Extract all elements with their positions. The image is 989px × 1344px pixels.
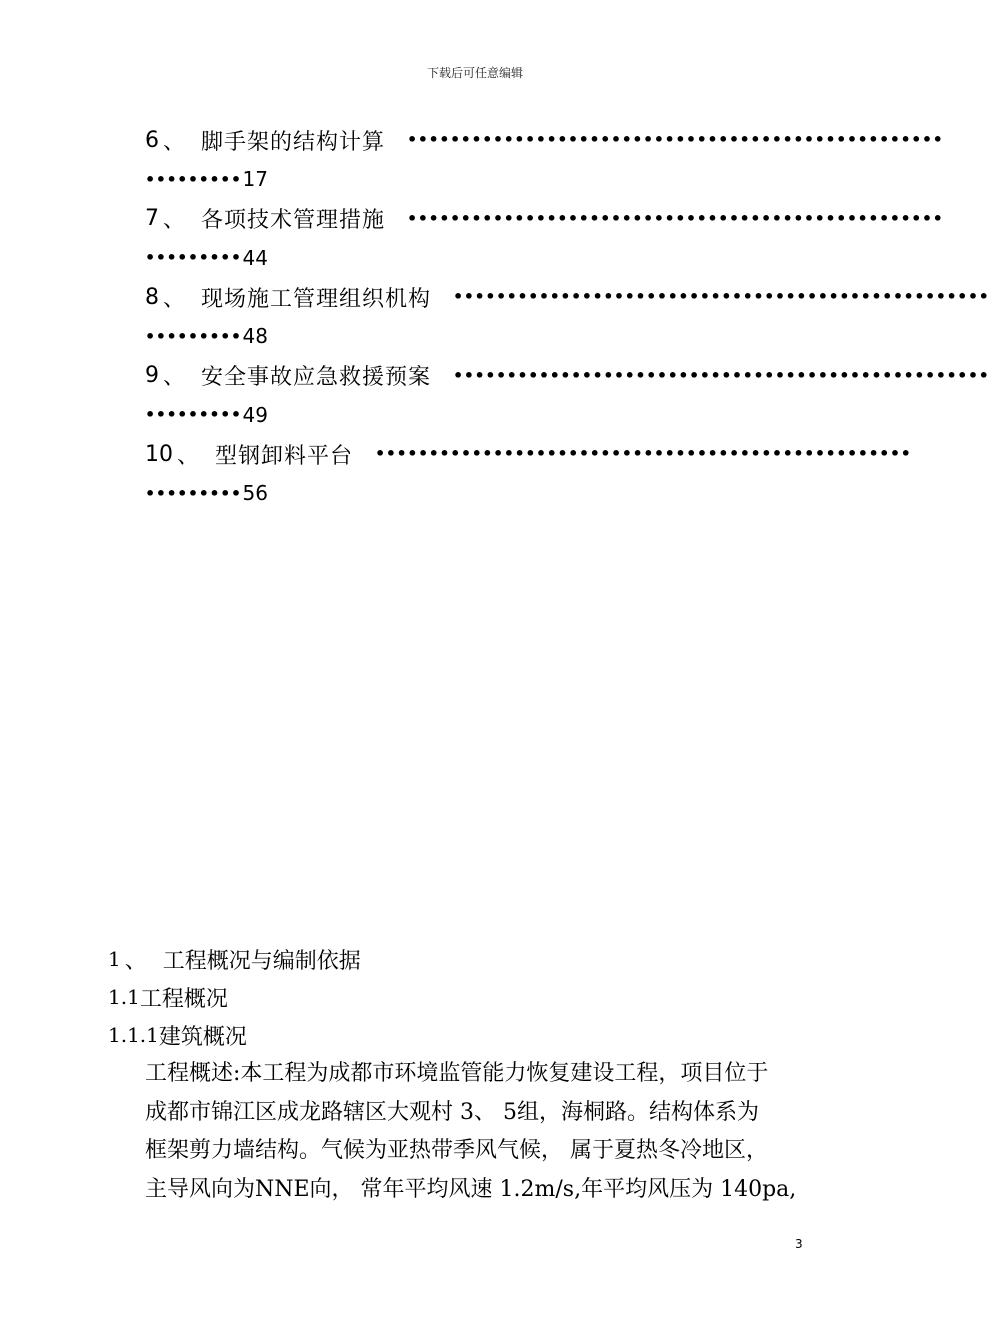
toc-entry-title: 型钢卸料平台 xyxy=(215,443,354,469)
toc-dot-leader: •••••••••••••••••••••••••••••••••••••••••••••••••• xyxy=(453,287,989,306)
page-number: 3 xyxy=(795,1237,803,1251)
toc-entry-page: 17 xyxy=(242,167,268,191)
section-heading-1-1-1 xyxy=(108,1016,808,1054)
toc-entry-title: 各项技术管理措施 xyxy=(201,208,386,233)
toc-entry[interactable] xyxy=(145,434,912,513)
section-separator: 、 xyxy=(124,948,147,974)
toc-dot-leader: •••••••••••••••••••••••••••••••••••••••••••••••••• xyxy=(375,444,912,463)
toc-entry-page: 48 xyxy=(242,324,268,348)
toc-dot-leader: ••••••••• xyxy=(145,169,242,189)
toc-entry-page-line xyxy=(145,396,268,434)
section-title: 建筑概况 xyxy=(158,1024,247,1050)
section-number: 1 xyxy=(108,947,121,971)
toc-entry-separator: 、 xyxy=(177,443,200,469)
toc-entry-separator: 、 xyxy=(163,365,186,390)
toc-entry[interactable] xyxy=(145,277,989,356)
toc-entry-line xyxy=(145,199,944,239)
toc-dot-leader: •••••••••••••••••••••••••••••••••••••••••••••••••• xyxy=(453,365,989,385)
toc-entry-title: 脚手架的结构计算 xyxy=(201,129,386,155)
toc-entry[interactable] xyxy=(145,356,989,435)
toc-dot-leader: ••••••••• xyxy=(145,326,242,346)
toc-dot-leader: ••••••••• xyxy=(145,248,242,267)
toc-entry-line xyxy=(145,434,912,474)
paragraph-line: 框架剪力墙结构。气候为亚热带季风气候， 属于夏热冬冷地区， xyxy=(145,1138,768,1163)
toc-entry-page: 44 xyxy=(242,245,268,270)
toc-entry-page: 56 xyxy=(242,481,268,505)
toc-entry-line xyxy=(145,277,989,317)
toc-entry-page-line xyxy=(145,160,268,198)
toc-entry-title: 安全事故应急救援预案 xyxy=(201,365,432,390)
paragraph-line: 工程概述:本工程为成都市环境监管能力恢复建设工程，项目位于 xyxy=(145,1061,769,1086)
toc-entry-number: 7 xyxy=(145,206,159,231)
body-paragraph xyxy=(145,1055,810,1209)
toc-entry-page: 49 xyxy=(242,402,268,427)
section-number: 1.1 xyxy=(108,985,140,1009)
toc-entry-page-line xyxy=(145,474,268,512)
toc-dot-leader: •••••••••••••••••••••••••••••••••••••••••••••••••• xyxy=(407,130,944,149)
toc-dot-leader: •••••••••••••••••••••••••••••••••••••••••••••••••• xyxy=(407,208,944,228)
toc-entry-separator: 、 xyxy=(163,286,186,312)
toc-dot-leader: ••••••••• xyxy=(145,483,242,503)
toc-entry-page-line xyxy=(145,317,268,355)
section-heading-1 xyxy=(108,940,808,978)
toc-entry-line xyxy=(145,120,944,160)
toc-entry-number: 6 xyxy=(145,127,159,153)
toc-entry[interactable] xyxy=(145,120,944,199)
toc-entry-separator: 、 xyxy=(163,129,186,155)
toc-entry-separator: 、 xyxy=(163,208,186,233)
toc-entry-page-line xyxy=(145,239,268,277)
toc-entry-line xyxy=(145,356,989,396)
section-number: 1.1.1 xyxy=(108,1023,159,1047)
section-heading-1-1 xyxy=(108,978,808,1016)
toc-entry-number: 8 xyxy=(145,284,159,310)
table-of-contents xyxy=(145,120,989,513)
paragraph-line: 主导风向为NNE向， 常年平均风速 1.2m/s,年平均风压为 140pa, xyxy=(145,1176,797,1202)
toc-entry[interactable] xyxy=(145,199,944,278)
paragraph-line: 成都市锦江区成龙路辖区大观村 3、 5组，海桐路。结构体系为 xyxy=(145,1099,759,1125)
toc-entry-number: 9 xyxy=(145,363,159,388)
section-title: 工程概况 xyxy=(139,986,228,1012)
section-title: 工程概况与编制依据 xyxy=(162,948,361,974)
toc-entry-number: 10 xyxy=(145,441,173,467)
toc-dot-leader: ••••••••• xyxy=(145,405,242,424)
toc-entry-title: 现场施工管理组织机构 xyxy=(201,286,432,312)
page-header: 下载后可任意编辑 xyxy=(426,66,523,80)
